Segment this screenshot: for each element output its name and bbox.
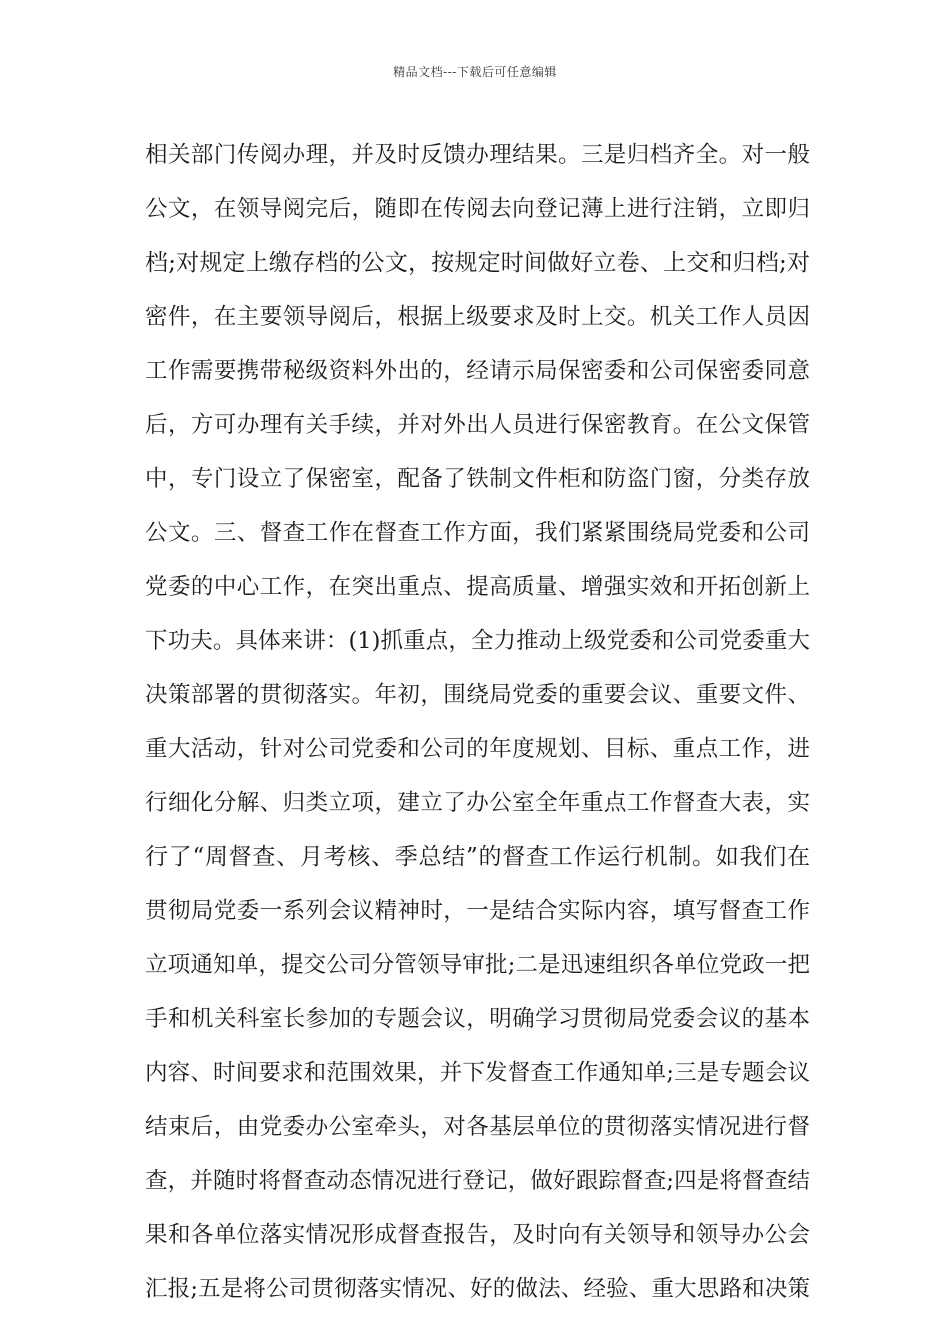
text-line: 重大活动，针对公司党委和公司的年度规划、目标、重点工作，进 xyxy=(145,736,810,762)
text-line: 行了“周督查、月考核、季总结”的督查工作运行机制。如我们在 xyxy=(145,844,810,870)
text-line: 立项通知单，提交公司分管领导审批;二是迅速组织各单位党政一把 xyxy=(145,952,810,978)
body-text xyxy=(145,128,810,1316)
text-line: 工作需要携带秘级资料外出的，经请示局保密委和公司保密委同意 xyxy=(145,358,810,384)
text-line: 贯彻局党委一系列会议精神时，一是结合实际内容，填写督查工作 xyxy=(145,898,810,924)
text-line: 公文，在领导阅完后，随即在传阅去向登记薄上进行注销，立即归 xyxy=(145,196,810,222)
text-line: 决策部署的贯彻落实。年初，围绕局党委的重要会议、重要文件、 xyxy=(145,682,810,708)
text-line: 汇报;五是将公司贯彻落实情况、好的做法、经验、重大思路和决策 xyxy=(145,1276,810,1302)
text-line: 手和机关科室长参加的专题会议，明确学习贯彻局党委会议的基本 xyxy=(145,1006,810,1032)
text-line: 档;对规定上缴存档的公文，按规定时间做好立卷、上交和归档;对 xyxy=(145,250,810,276)
text-line: 查，并随时将督查动态情况进行登记，做好跟踪督查;四是将督查结 xyxy=(145,1168,810,1194)
text-line: 结束后，由党委办公室牵头，对各基层单位的贯彻落实情况进行督 xyxy=(145,1114,810,1140)
text-line: 果和各单位落实情况形成督查报告，及时向有关领导和领导办公会 xyxy=(145,1222,810,1248)
text-line: 党委的中心工作，在突出重点、提高质量、增强实效和开拓创新上 xyxy=(145,574,810,600)
text-line: 下功夫。具体来讲：(1)抓重点，全力推动上级党委和公司党委重大 xyxy=(145,628,810,654)
text-line: 公文。三、督查工作在督查工作方面，我们紧紧围绕局党委和公司 xyxy=(145,520,810,546)
text-line: 中，专门设立了保密室，配备了铁制文件柜和防盗门窗，分类存放 xyxy=(145,466,810,492)
page-header: 精品文档---下载后可任意编辑 xyxy=(393,65,557,79)
text-line: 行细化分解、归类立项，建立了办公室全年重点工作督查大表，实 xyxy=(145,790,810,816)
text-line: 相关部门传阅办理，并及时反馈办理结果。三是归档齐全。对一般 xyxy=(145,142,810,168)
text-line: 密件，在主要领导阅后，根据上级要求及时上交。机关工作人员因 xyxy=(145,304,810,330)
text-line: 后，方可办理有关手续，并对外出人员进行保密教育。在公文保管 xyxy=(145,412,810,438)
text-line: 内容、时间要求和范围效果，并下发督查工作通知单;三是专题会议 xyxy=(145,1060,810,1086)
